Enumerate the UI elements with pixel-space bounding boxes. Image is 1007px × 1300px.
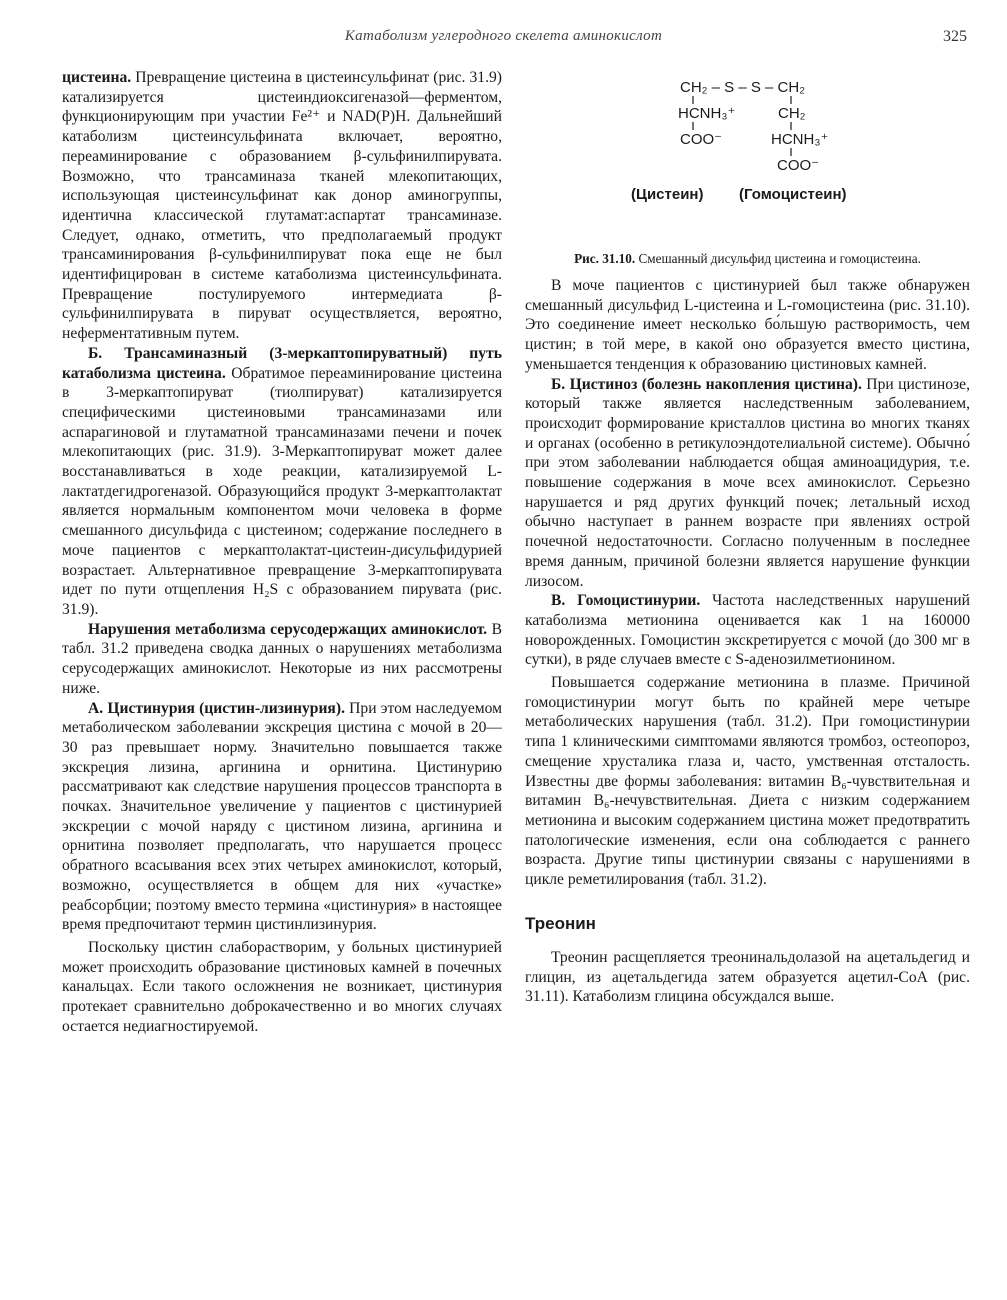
paragraph-methionine-plasma: Повышается содержание метионина в плазме. Причиной гомоцистинурии могут быть по крайней мере четыре метаболических нарушения (табл. 31.2). При гомоцистинурии типа 1 клиническими симптомами являются тромбоз, остеопороз, смещение хрусталика глаза и, часто, умственная отсталость. Известны две формы заболевания: витамин B₆-чувствительная и витамин B₆-нечувствительная. Диета с низким содержанием метионина и высоким содержанием цистина может предотвратить патологические изменения, если она соблюдается с раннего возраста. Другие типы цистинурии связаны с нарушениями в цикле реметилирования (табл. 31.2).	[525, 674, 970, 889]
formula-homocysteine-ch2: CH₂	[778, 105, 806, 122]
formula-homocysteine-amino: HCNH₃⁺	[771, 131, 829, 148]
running-title: Катаболизм углеродного скелета аминокислот	[344, 28, 663, 44]
formula-homocysteine-carboxyl: COO⁻	[777, 157, 820, 174]
right-column	[525, 68, 970, 1007]
paragraph-cysteinesulfinate	[62, 68, 502, 344]
paragraph-text: При цистинозе, который также является наследственным заболеванием, происходит формирование кристаллов цистина во многих тканях и органах (особенно в ретикулоэндотелиальной системе). Обычно́ при этом заболевании наблюдается общая аминоацидурия, т.е. повышение содержания в моче всех аминокислот. Серьезно нарушается и ряд других функций почек; летальный исход обычно наступает в раннем возрасте при явлениях острой почечной недостаточности. Согласно полученным в последнее время данным, причиной болезни является нарушение функции лизосом.	[525, 375, 970, 590]
figure-caption-label: Рис. 31.10.	[574, 251, 636, 266]
term-cysteine: цистеина.	[62, 69, 132, 86]
formula-cysteine-amino: HCNH₃⁺	[678, 105, 736, 122]
paragraph-cystinuria	[62, 699, 502, 935]
label-homocysteine: (Гомоцистеин)	[739, 186, 847, 203]
paragraph-text: Частота наследственных нарушений катаболизма метионина оценивается как 1 на 160000 новорожденных. Гомоцистин экскретируется с мочой (до 300 мг в сутки), в ряде случаев вместе с S-аденозилметионином.	[525, 592, 970, 669]
paragraph-text: В табл. 31.2 приведена сводка данных о нарушениях метаболизма серусодержащих аминокислот. Некоторые из них рассмотрены ниже.	[62, 620, 502, 697]
figure-31-10	[525, 68, 970, 276]
paragraph-text: Обратимое переаминирование цистеина в 3-меркаптопируват (тиолпируват) катализируется специфическими цистеиновыми трансаминазами или аспарагиновой и глутаматной трансаминазами печени и почек млекопитающих (рис. 31.9). 3-Меркаптопируват может далее восстанавливаться в ходе реакции, катализируемой L-лактатдегидрогеназой. Образующийся продукт 3-меркаптолактат является нормальным компонентом мочи человека в форме смешанного дисульфида с цистеином; содержание последнего в моче пациентов с меркаптолактат-цистеин-дисульфидурией возрастает. Альтернативное превращение 3-меркаптопирувата идет по пути отщепления H₂S с образованием пирувата (рис. 31.9).	[62, 364, 502, 618]
paragraph-heading: Б. Трансаминазный (3-меркаптопируватный) путь катаболизма цистеина.	[62, 344, 502, 382]
paragraph-text: Превращение цистеина в цистеинсульфинат (рис. 31.9) катализируется цистеиндиоксигеназой—ферментом, функционирующим при участии Fe²⁺ и NAD(P)H. Дальнейший катаболизм цистеинсульфината включает, вероятно, переаминирование с образованием β-сульфинилпирувата. Возможно, что трансаминаза тканей млекопитающих, использующая цистеинсульфинат как донор аминогруппы, идентична классической глутамат:аспартат трансаминазе. Следует, однако, отметить, что предполагаемый продукт трансаминирования β-сульфинилпируват пока еще не был идентифицирован в системе катаболизма цистеинсульфината. Превращение постулируемого интермедиата β-сульфинилпирувата в пируват осуществляется, вероятно, неферментативным путем.	[62, 69, 502, 343]
paragraph-transamination-pathway	[62, 344, 502, 620]
formula-cysteine-carboxyl: COO⁻	[680, 131, 723, 148]
formula-disulfide-row: CH₂ – S – S – CH₂	[680, 79, 806, 96]
paragraph-cystinosis	[525, 375, 970, 592]
paragraph-heading: Нарушения метаболизма серусодержащих аминокислот.	[88, 620, 488, 638]
paragraph-homocystinurias	[525, 591, 970, 670]
page-header	[40, 28, 967, 52]
paragraph-heading: Б. Цистиноз (болезнь накопления цистина).	[551, 375, 862, 393]
paragraph-cystine-stones: Поскольку цистин слаборастворим, у больных цистинурией может происходить образование цистиновых камней в почечных канальцах. Если такого осложнения не возникает, цистинурия протекает сравнительно доброкачественно и во многих случаях остается недиагностируемой.	[62, 938, 502, 1035]
label-cysteine: (Цистеин)	[631, 186, 704, 203]
paragraph-metabolism-disorders	[62, 620, 502, 699]
paragraph-heading: В. Гомоцистинурии.	[551, 592, 701, 610]
paragraph-text: При этом наследуемом метаболическом заболевании экскреция цистина с мочой в 20—30 раз превышает норму. Значительно повышается также экскреция лизина, аргинина и орнитина. Цистинурию рассматривают как следствие нарушения процессов транспорта в почках. Значительное увеличение у пациентов с цистинурией экскреции с мочой наряду с цистином лизина, аргинина и орнитина позволяет предполагать, что нарушается процесс обратного всасывания всех этих четырех аминокислот, который, возможно, осуществляется в общем для них «участке» реабсорбции; поэтому вместо термина «цистинурия» в настоящее время предпочитают термин цистинлизинурия.	[62, 699, 502, 934]
paragraph-mixed-disulfide: В моче пациентов с цистинурией был также обнаружен смешанный дисульфид L-цистеина и L-гомоцистеина (рис. 31.10). Это соединение имеет несколько бо́льшую растворимость, чем цистин; в той мере, в какой оно образуется вместо цистина, уменьшается тенденция к образованию цистиновых камней.	[525, 277, 970, 373]
paragraph-threonine: Треонин расщепляется треонинальдолазой на ацетальдегид и глицин, из ацетальдегида затем образуется ацетил-CoA (рис. 31.11). Катаболизм глицина обсуждался выше.	[525, 948, 970, 1006]
paragraph-heading: А. Цистинурия (цистин-лизинурия).	[88, 699, 345, 717]
left-column	[62, 68, 502, 1036]
section-heading-threonine: Треонин	[525, 913, 596, 933]
figure-caption	[525, 250, 970, 267]
figure-caption-text: Смешанный дисульфид цистеина и гомоцистеина.	[635, 251, 921, 266]
mixed-disulfide-formula	[601, 74, 901, 250]
page-number: 325	[943, 28, 967, 45]
